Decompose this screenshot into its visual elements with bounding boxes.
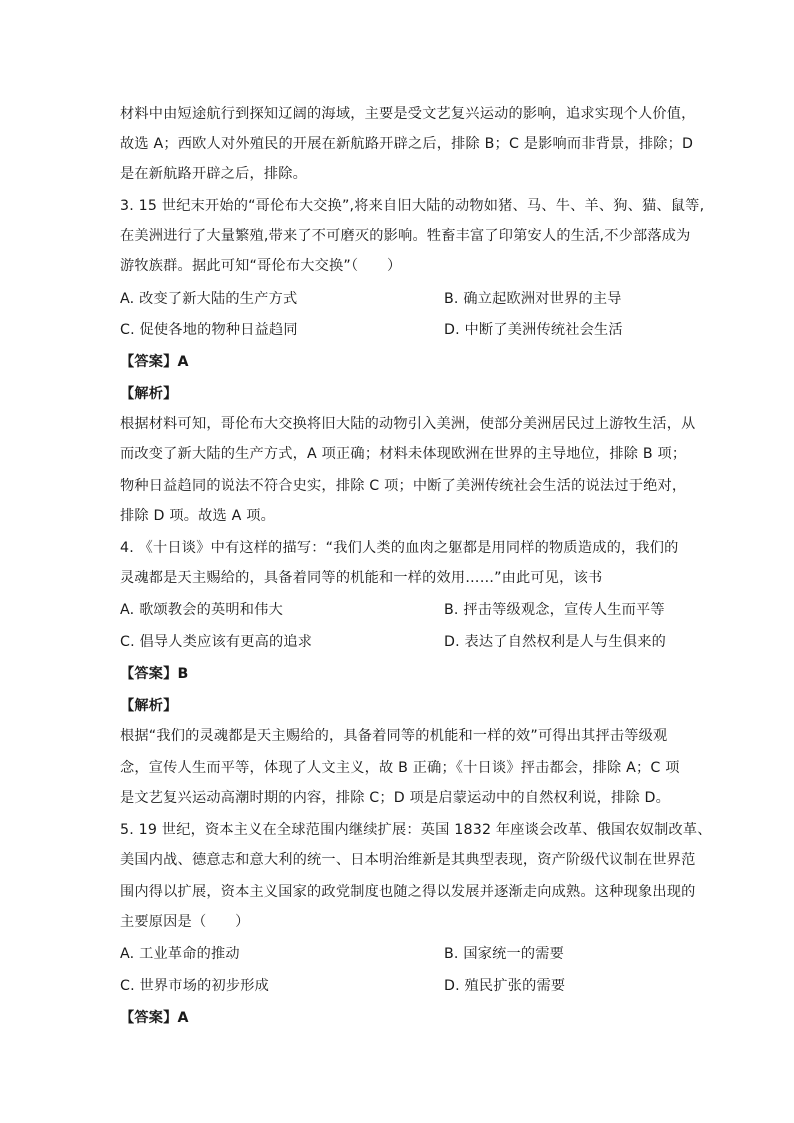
question-3-stem: 在美洲进行了大量繁殖,带来了不可磨灭的影响。牲畜丰富了印第安人的生活,不少部落成为 [120, 228, 691, 244]
q3-option-d: D. 中断了美洲传统社会生活 [444, 322, 623, 338]
q3-option-c: C. 促使各地的物种日益趋同 [120, 322, 298, 338]
question-5-stem: 5. 19 世纪，资本主义在全球范围内继续扩展：英国 1832 年座谈会改革、俄国农奴制改革、 [120, 822, 712, 838]
q5-answer: 【答案】A [120, 1010, 189, 1026]
q3-option-b: B. 确立起欧洲对世界的主导 [444, 291, 622, 307]
text-line: 故选 A；西欧人对外殖民的开展在新航路开辟之后，排除 B；C 是影响而非背景，排除；D [120, 136, 694, 152]
q4-option-a: A. 歌颂教会的英明和伟大 [120, 602, 283, 618]
text-line: 是在新航路开辟之后，排除。 [120, 166, 308, 182]
q3-analysis-line: 而改变了新大陆的生产方式，A 项正确；材料未体现欧洲在世界的主导地位，排除 B 项； [120, 446, 687, 462]
question-3-stem: 游牧族群。据此可知“哥伦布大交换”（ ） [120, 258, 402, 274]
q4-analysis-line: 根据“我们的灵魂都是天主赐给的，具备着同等的机能和一样的效”可得出其抨击等级观 [120, 728, 668, 744]
q5-option-d: D. 殖民扩张的需要 [444, 978, 566, 994]
q3-analysis-line: 物种日益趋同的说法不符合史实，排除 C 项；中断了美洲传统社会生活的说法过于绝对， [120, 478, 687, 494]
question-3-stem: 3. 15 世纪末开始的“哥伦布大交换”,将来自旧大陆的动物如猪、马、牛、羊、狗、猫、鼠等, [120, 198, 705, 214]
q3-analysis-label: 【解析】 [120, 386, 178, 402]
question-4-stem: 4. 《十日谈》中有这样的描写：“我们人类的血肉之躯都是用同样的物质造成的，我们的 [120, 540, 679, 556]
q4-answer: 【答案】B [120, 666, 189, 682]
q3-analysis-line: 根据材料可知，哥伦布大交换将旧大陆的动物引入美洲，使部分美洲居民过上游牧生活，从 [120, 416, 696, 432]
q4-option-b: B. 抨击等级观念，宣传人生而平等 [444, 602, 665, 618]
q4-option-d: D. 表达了自然权利是人与生俱来的 [444, 634, 666, 650]
q5-option-a: A. 工业革命的推动 [120, 946, 240, 962]
q5-option-b: B. 国家统一的需要 [444, 946, 565, 962]
q4-analysis-line: 念，宣传人生而平等，体现了人文主义，故 B 正确；《十日谈》抨击都会，排除 A；C 项 [120, 760, 680, 776]
q3-answer: 【答案】A [120, 354, 189, 370]
text-line: 材料中由短途航行到探知辽阔的海域，主要是受文艺复兴运动的影响，追求实现个人价值， [120, 106, 696, 122]
question-4-stem: 灵魂都是天主赐给的，具备着同等的机能和一样的效用……”由此可见，该书 [120, 570, 603, 586]
question-5-stem: 美国内战、德意志和意大利的统一、日本明治维新是其典型表现，资产阶级代议制在世界范 [120, 852, 696, 868]
question-5-stem: 围内得以扩展，资本主义国家的政党制度也随之得以发展并逐渐走向成熟。这种现象出现的 [120, 884, 696, 900]
q4-option-c: C. 倡导人类应该有更高的追求 [120, 634, 313, 650]
q3-option-a: A. 改变了新大陆的生产方式 [120, 291, 298, 307]
q4-analysis-label: 【解析】 [120, 698, 178, 714]
question-5-stem: 主要原因是（ ） [120, 914, 250, 930]
q4-analysis-line: 是文艺复兴运动高潮时期的内容，排除 C；D 项是启蒙运动中的自然权利说，排除 D。 [120, 790, 671, 806]
q3-analysis-line: 排除 D 项。故选 A 项。 [120, 508, 275, 524]
q5-option-c: C. 世界市场的初步形成 [120, 978, 270, 994]
